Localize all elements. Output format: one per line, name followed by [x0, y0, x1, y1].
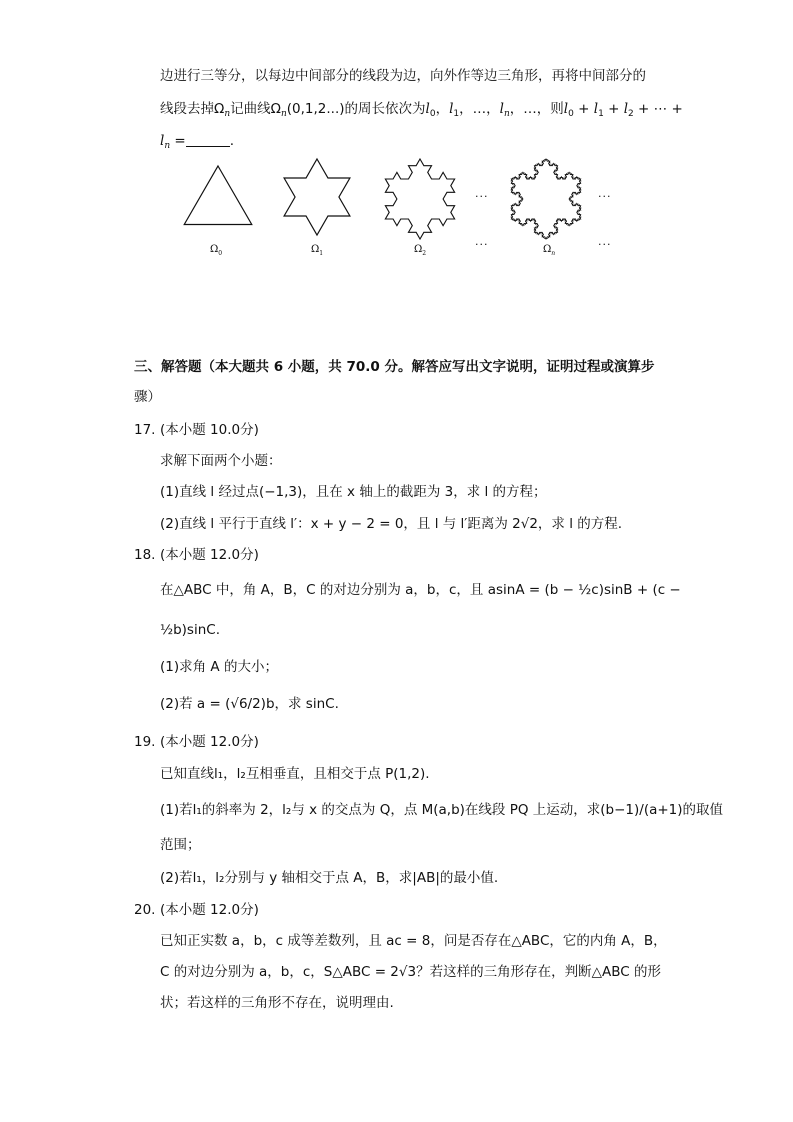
problem-18-statement: 在△ABC 中，角 A，B，C 的对边分别为 a，b，c，且 asinA = (b − ½c)sinB + (c −	[160, 582, 681, 598]
section-title: 三、解答题（本大题共 6 小题，共 70.0 分。解答应写出文字说明，证明过程或演算步	[134, 359, 655, 375]
problem-18-statement-cont: ½b)sinC.	[160, 622, 220, 638]
problem-18-number: 18.	[134, 547, 156, 563]
problem-19-part-2: (2)若l₁，l₂分别与 y 轴相交于点 A，B，求|AB|的最小值.	[160, 870, 499, 886]
koch-figures	[0, 0, 793, 280]
problem-19-part-1-cont: 范围；	[160, 837, 201, 853]
problem-20-header: (本小题 12.0分)	[160, 902, 259, 918]
section-title-cont: 骤）	[134, 389, 161, 405]
omega-0-triangle	[184, 166, 252, 225]
problem-19-part-1: (1)若l₁的斜率为 2，l₂与 x 的交点为 Q，点 M(a,b)在线段 PQ 上运动，求(b−1)/(a+1)的取值	[160, 802, 724, 818]
problem-19-header: (本小题 12.0分)	[160, 734, 259, 750]
caption-omega-2: $\Omega_2$	[414, 244, 427, 257]
caption-omega-0: $\Omega_0$	[210, 244, 223, 257]
problem-17-part-1: (1)直线 l 经过点(−1,3)，且在 x 轴上的截距为 3，求 l 的方程；	[160, 484, 547, 500]
problem-17-number: 17.	[134, 422, 156, 438]
problem-20-line-2: C 的对边分别为 a，b，c，S△ABC = 2√3？若这样的三角形存在，判断△ABC 的形	[160, 964, 661, 980]
caption-omega-1: $\Omega_1$	[311, 244, 324, 257]
ellipsis-1: ···	[475, 190, 489, 203]
intro-line-3: $l_n$ = .	[160, 133, 235, 151]
ellipsis-3: ···	[598, 190, 612, 203]
problem-17-intro: 求解下面两个小题：	[160, 453, 282, 469]
problem-19-statement: 已知直线l₁，l₂互相垂直，且相交于点 P(1,2).	[160, 766, 430, 782]
omega-1-star	[284, 159, 350, 235]
intro-line-2: 线段去掉$\Omega_n$记曲线$\Omega_n(0,1,2...)$的周长依次为$l_0$，$l_1$，…，$l_n$，…，则$l_0 + l_1 + l_2$ + ⋯ +	[160, 101, 683, 119]
problem-20-line-3: 状；若这样的三角形不存在，说明理由.	[160, 995, 394, 1011]
problem-18-header: (本小题 12.0分)	[160, 547, 259, 563]
ellipsis-2: ···	[475, 238, 489, 251]
caption-omega-n: $\Omega_n$	[543, 244, 556, 257]
problem-17-header: (本小题 10.0分)	[160, 422, 259, 438]
problem-18-part-2: (2)若 a = (√6/2)b，求 sinC.	[160, 696, 339, 712]
problem-20-line-1: 已知正实数 a，b，c 成等差数列，且 ac = 8，问是否存在△ABC，它的内角 A，B，	[160, 933, 667, 949]
problem-18-part-1: (1)求角 A 的大小；	[160, 659, 278, 675]
omega-2-snowflake	[385, 159, 454, 239]
omega-n-snowflake	[511, 159, 580, 239]
ellipsis-4: ···	[598, 238, 612, 251]
intro-line-1: 边进行三等分，以每边中间部分的线段为边，向外作等边三角形，再将中间部分的	[160, 68, 646, 84]
problem-19-number: 19.	[134, 734, 156, 750]
problem-17-part-2: (2)直线 l 平行于直线 l′：x + y − 2 = 0，且 l 与 l′距离为 2√2，求 l 的方程.	[160, 516, 623, 532]
problem-20-number: 20.	[134, 902, 156, 918]
